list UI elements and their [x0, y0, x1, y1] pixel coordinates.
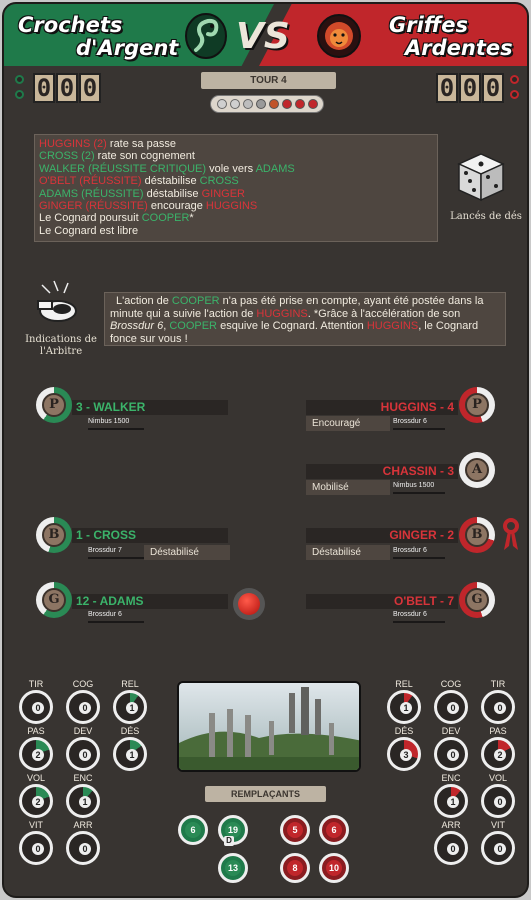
stat-value: 1	[126, 702, 138, 714]
stat-label: COG	[440, 679, 462, 689]
turn-indicator: TOUR 4	[201, 72, 336, 89]
stat-gauge	[481, 737, 515, 771]
away-player-position-badge[interactable]	[459, 582, 495, 618]
stat-gauge	[387, 737, 421, 771]
referee-fragment: COOPER	[171, 295, 220, 307]
broom-label: Brossdur 6	[393, 610, 445, 620]
stat-value: 0	[79, 749, 91, 761]
referee-fragment: . *Grâce à l'accélération de son	[307, 307, 461, 320]
stat-value: 1	[400, 702, 412, 714]
home-player-name[interactable]: 1 - CROSS	[72, 528, 228, 543]
away-substitute-token[interactable]	[280, 815, 310, 845]
stat-value: 1	[79, 796, 91, 808]
stat-value: 0	[79, 702, 91, 714]
home-stat-dial	[19, 726, 53, 771]
stat-value: 0	[447, 749, 459, 761]
substitutes-label: REMPLAÇANTS	[205, 786, 326, 802]
substitute-number: 19	[225, 822, 241, 838]
stat-gauge	[434, 690, 468, 724]
stat-label: DÉS	[120, 726, 140, 736]
player-status: Encouragé	[306, 416, 390, 431]
stat-value: 2	[494, 749, 506, 761]
stat-label: COG	[72, 679, 94, 689]
stat-value: 0	[447, 702, 459, 714]
log-line	[39, 225, 433, 237]
broom-label: Nimbus 1500	[393, 481, 445, 491]
home-player-name[interactable]: 12 - ADAMS	[72, 594, 228, 609]
stat-gauge	[434, 737, 468, 771]
ball-icon	[295, 99, 305, 109]
log-fragment: rate sa passe	[106, 138, 176, 150]
away-stat-dial	[481, 820, 515, 865]
stat-label: ARR	[73, 820, 93, 830]
position-letter: P	[42, 393, 66, 417]
home-score-digit: 0	[79, 73, 101, 103]
player-status: Mobilisé	[306, 480, 390, 495]
broom-label: Brossdur 6	[393, 546, 445, 556]
ball-icon	[308, 99, 318, 109]
away-stat-dial	[434, 773, 468, 818]
home-possession-lights	[15, 75, 25, 105]
log-line	[39, 200, 433, 212]
substitute-marker: D	[224, 836, 234, 846]
home-player-name[interactable]: 3 - WALKER	[72, 400, 228, 415]
position-letter: B	[465, 523, 489, 547]
home-stat-dial	[66, 820, 100, 865]
home-stat-dial	[19, 679, 53, 724]
stat-value: 0	[494, 796, 506, 808]
substitute-number: 6	[326, 822, 342, 838]
log-fragment: Le Cognard est libre	[39, 224, 139, 237]
away-stat-dial	[434, 679, 468, 724]
stat-label: VOL	[488, 773, 507, 783]
stat-label: REL	[121, 679, 139, 689]
home-score-digit: 0	[33, 73, 55, 103]
home-stat-dial	[66, 726, 100, 771]
position-letter: A	[465, 458, 489, 482]
away-team-name-line2: Ardentes	[405, 36, 513, 60]
log-line	[39, 175, 433, 187]
log-fragment: Le Cognard poursuit	[39, 212, 142, 225]
referee-fragment: ,	[163, 320, 170, 332]
log-fragment: CROSS (2)	[39, 150, 95, 163]
stat-label: ENC	[73, 773, 93, 783]
substitute-number: 10	[326, 860, 342, 876]
stat-gauge	[19, 690, 53, 724]
broom-label: Brossdur 7	[88, 546, 144, 556]
stat-label: PAS	[27, 726, 45, 736]
stat-label: VOL	[26, 773, 45, 783]
broom-label: Brossdur 6	[88, 610, 144, 620]
position-letter: P	[465, 393, 489, 417]
log-line	[39, 188, 433, 200]
stat-label: TIR	[28, 679, 44, 689]
stat-label: TIR	[490, 679, 506, 689]
referee-fragment: esquive le Cognard. Attention	[217, 320, 367, 332]
position-letter: G	[42, 588, 66, 612]
dice-icon[interactable]	[457, 152, 505, 202]
stat-label: DEV	[73, 726, 93, 736]
away-stat-dial	[387, 726, 421, 771]
away-stat-dial	[434, 726, 468, 771]
stat-value: 0	[494, 843, 506, 855]
referee-message	[104, 292, 506, 346]
away-stat-dial	[481, 726, 515, 771]
away-score-digit: 0	[482, 73, 504, 103]
stat-value: 1	[447, 796, 459, 808]
away-stat-dial	[387, 679, 421, 724]
log-fragment: WALKER (RÉUSSITE CRITIQUE)	[39, 162, 207, 175]
position-letter: G	[465, 588, 489, 612]
home-player-position-badge[interactable]	[36, 387, 72, 423]
stat-gauge	[387, 690, 421, 724]
stat-label: REL	[395, 679, 413, 689]
whistle-icon	[32, 279, 82, 329]
log-fragment: ADAMS (RÉUSSITE)	[39, 187, 144, 200]
stat-label: PAS	[489, 726, 507, 736]
away-player-position-badge[interactable]	[459, 452, 495, 488]
log-fragment: déstabilise	[141, 175, 200, 188]
stat-value: 0	[494, 702, 506, 714]
game-board	[2, 2, 529, 898]
referee-fragment: L'action de	[116, 295, 172, 307]
player-status: Déstabilisé	[306, 545, 390, 560]
away-stat-dial	[434, 820, 468, 865]
stat-gauge	[434, 831, 468, 865]
stat-label: ARR	[441, 820, 461, 830]
stat-value: 0	[32, 702, 44, 714]
away-player-name[interactable]: HUGGINS - 4	[306, 400, 458, 415]
snake-emblem-icon	[184, 12, 228, 60]
away-substitute-token[interactable]	[280, 853, 310, 883]
stat-label: ENC	[441, 773, 461, 783]
home-score	[33, 73, 101, 103]
home-stat-dial	[19, 773, 53, 818]
substitute-number: 13	[225, 860, 241, 876]
dice-label: Lancés de dés	[450, 211, 522, 222]
log-line	[39, 212, 433, 224]
referee-fragment: , le Cognard fonce sur vous !	[110, 320, 479, 345]
position-letter: B	[42, 523, 66, 547]
stat-label: VIT	[28, 820, 43, 830]
versus-label: VS	[236, 16, 290, 57]
stat-gauge	[66, 831, 100, 865]
log-line	[39, 150, 433, 162]
log-fragment: O'BELT (RÉUSSITE)	[39, 175, 142, 188]
stat-gauge	[481, 831, 515, 865]
home-stat-dial	[66, 773, 100, 818]
away-team-name-line1: Griffes	[389, 13, 469, 37]
quidditch-pitch-image	[177, 681, 361, 772]
away-player-position-badge[interactable]	[459, 387, 495, 423]
log-fragment: rate son cognement	[94, 150, 195, 163]
log-fragment: déstabilise	[143, 187, 202, 200]
ball-tracker	[210, 95, 324, 113]
stat-gauge	[113, 690, 147, 724]
away-score-digit: 0	[436, 73, 458, 103]
player-status: Déstabilisé	[144, 545, 230, 560]
bludger-ring	[233, 588, 265, 620]
log-fragment: HUGGINS	[205, 200, 258, 213]
stat-value: 0	[79, 843, 91, 855]
home-team-name-line2: d'Argent	[76, 36, 179, 60]
stat-label: DÉS	[394, 726, 414, 736]
stat-value: 2	[32, 749, 44, 761]
away-possession-lights	[510, 75, 520, 105]
broom-label: Nimbus 1500	[88, 417, 144, 427]
home-team-name-line1: Crochets	[18, 13, 123, 37]
stat-gauge	[481, 690, 515, 724]
log-fragment: COOPER	[141, 212, 190, 225]
ball-icon	[282, 99, 292, 109]
home-stat-dial	[113, 679, 147, 724]
substitute-number: 5	[287, 822, 303, 838]
log-fragment: ADAMS	[255, 162, 295, 175]
home-stat-dial	[113, 726, 147, 771]
stat-gauge	[19, 784, 53, 818]
substitute-number: 8	[287, 860, 303, 876]
away-score	[436, 73, 504, 103]
referee-fragment: n'a pas été prise en compte, ayant été postée dans la minute qui a suivie l'action de	[110, 295, 484, 320]
log-fragment: GINGER	[201, 187, 246, 200]
away-stat-dial	[481, 679, 515, 724]
home-score-digit: 0	[56, 73, 78, 103]
away-score-digit: 0	[459, 73, 481, 103]
stat-gauge	[66, 690, 100, 724]
log-fragment: CROSS	[199, 175, 239, 188]
ball-icon	[217, 99, 227, 109]
stat-label: VIT	[490, 820, 505, 830]
stat-gauge	[19, 831, 53, 865]
stat-gauge	[113, 737, 147, 771]
referee-fragment: HUGGINS	[256, 307, 308, 320]
stat-gauge	[481, 784, 515, 818]
home-substitute-token[interactable]	[178, 815, 208, 845]
away-player-name[interactable]: O'BELT - 7	[306, 594, 458, 609]
home-substitute-token[interactable]	[218, 853, 248, 883]
log-line	[39, 163, 433, 175]
home-stat-dial	[19, 820, 53, 865]
bludger-ball-icon	[238, 593, 260, 615]
away-player-position-badge[interactable]	[459, 517, 495, 553]
log-fragment: vole vers	[206, 162, 256, 175]
referee-fragment: HUGGINS	[366, 320, 419, 332]
log-fragment: encourage	[147, 200, 206, 213]
referee-fragment: COOPER	[169, 320, 218, 332]
referee-label: Indications de l'Arbitre	[25, 334, 97, 357]
ball-icon	[230, 99, 240, 109]
away-player-name[interactable]: CHASSIN - 3	[306, 464, 458, 479]
away-substitute-token[interactable]	[319, 815, 349, 845]
log-fragment: GINGER (RÉUSSITE)	[39, 200, 148, 213]
stat-value: 0	[447, 843, 459, 855]
home-player-position-badge[interactable]	[36, 517, 72, 553]
stat-value: 3	[400, 749, 412, 761]
stat-value: 0	[32, 843, 44, 855]
log-fragment: *	[189, 212, 194, 225]
ball-icon	[256, 99, 266, 109]
stat-label: DEV	[441, 726, 461, 736]
away-player-name[interactable]: GINGER - 2	[306, 528, 458, 543]
stat-value: 2	[32, 796, 44, 808]
ribbon-icon	[501, 518, 521, 552]
ball-icon	[269, 99, 279, 109]
stat-gauge	[19, 737, 53, 771]
lion-emblem-icon	[316, 12, 362, 60]
home-stat-dial	[66, 679, 100, 724]
action-log	[34, 134, 438, 242]
stat-gauge	[66, 784, 100, 818]
log-line	[39, 138, 433, 150]
broom-label: Brossdur 6	[393, 417, 445, 427]
stat-gauge	[66, 737, 100, 771]
substitute-number: 6	[185, 822, 201, 838]
away-stat-dial	[481, 773, 515, 818]
log-fragment: HUGGINS (2)	[39, 138, 107, 150]
home-player-position-badge[interactable]	[36, 582, 72, 618]
away-substitute-token[interactable]	[319, 853, 349, 883]
stat-value: 1	[126, 749, 138, 761]
referee-fragment: Brossdur 6	[110, 320, 164, 332]
ball-icon	[243, 99, 253, 109]
stat-gauge	[434, 784, 468, 818]
